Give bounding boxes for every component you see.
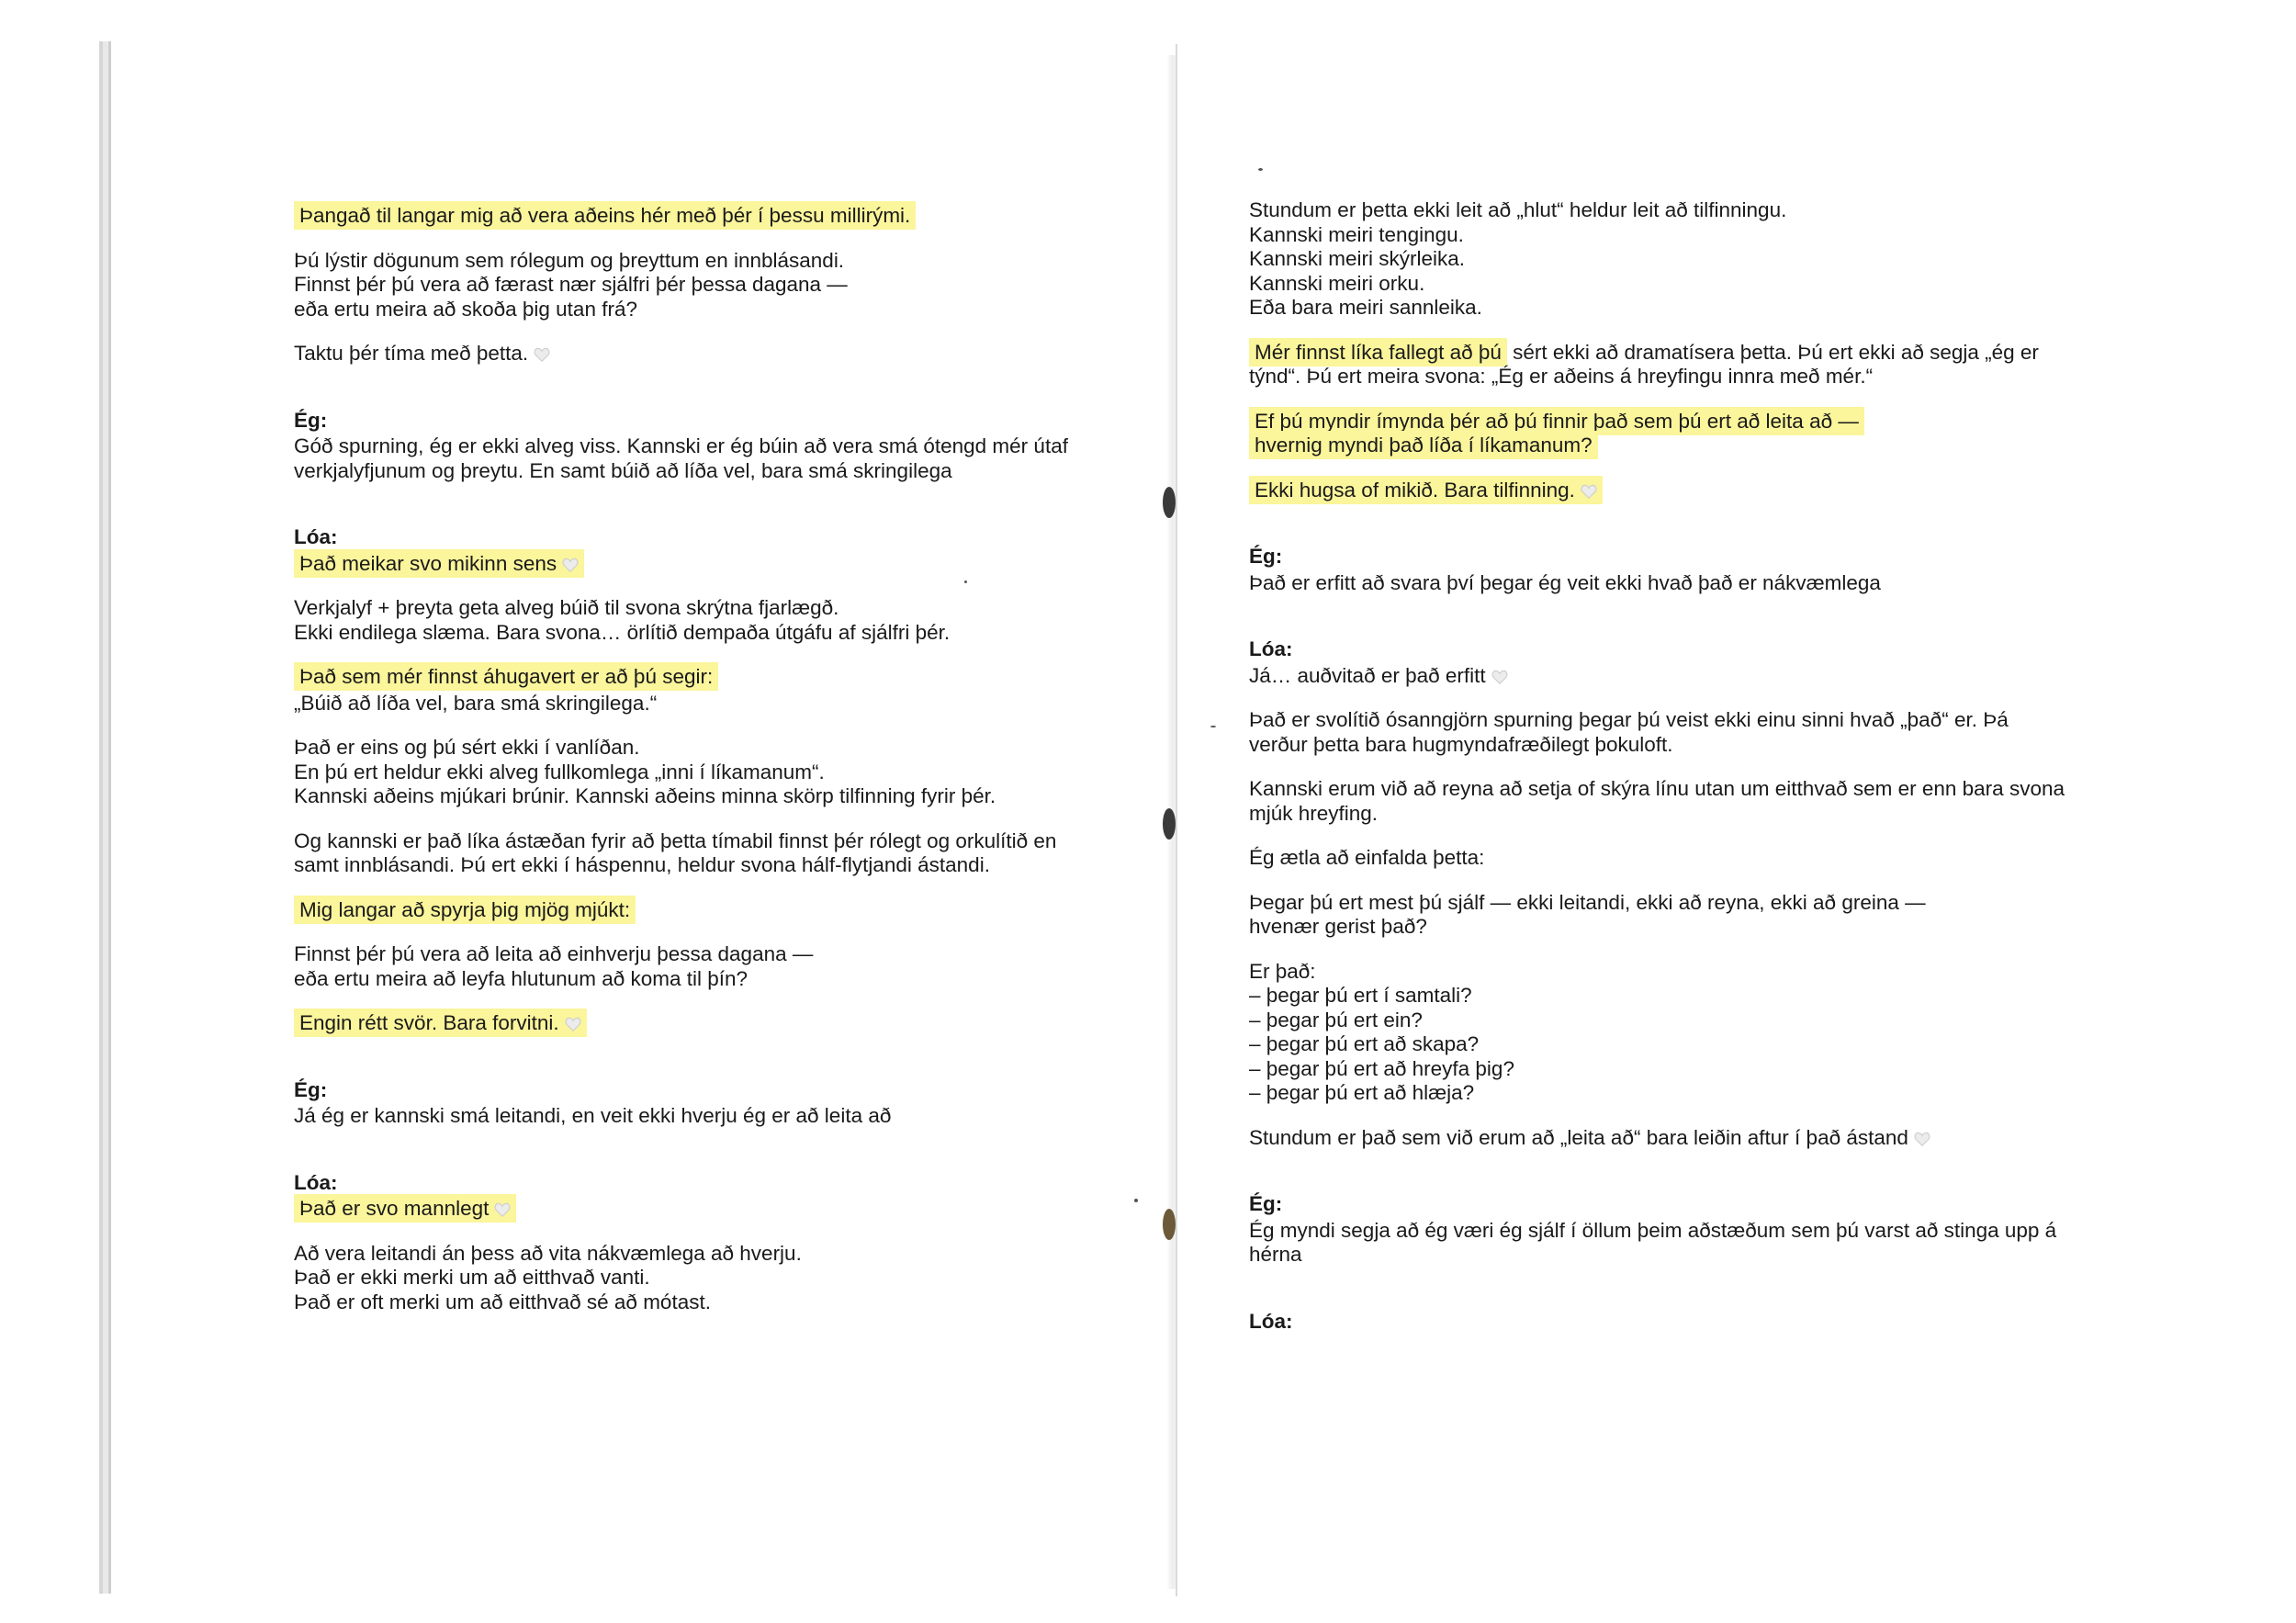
- paragraph-text: Þú lýstir dögunum sem rólegum og þreyttum en innblásandi. Finnst þér þú vera að færast nær sjálfri þér þessa dagana — eða ertu meira að skoða þig utan frá?: [294, 248, 848, 321]
- heart-icon: [494, 1202, 511, 1217]
- paragraph: [1249, 708, 2066, 757]
- paragraph-text: sért ekki að dramatísera þetta. Þú ert ekki að segja „ég er týnd“. Þú ert meira svona: „Ég er aðeins á hreyfingu innra með mér.“: [1249, 340, 2039, 388]
- speaker-label: Lóa:: [294, 525, 338, 548]
- heart-icon: [565, 1017, 581, 1031]
- paragraph-text: Það er erfitt að svara því þegar ég veit ekki hvað það er nákvæmlega: [1249, 570, 1881, 594]
- highlighted-text: Það sem mér finnst áhugavert er að þú segir:: [294, 662, 718, 691]
- highlighted-text: Það er svo mannlegt: [294, 1194, 516, 1223]
- heart-icon: [562, 558, 579, 572]
- scan-speck: [1134, 1199, 1138, 1202]
- speaker-label: Ég:: [1249, 1192, 1283, 1215]
- highlighted-paragraph: [294, 204, 1102, 229]
- highlighted-text: Ekki hugsa of mikið. Bara tilfinning.: [1249, 476, 1603, 504]
- paragraph: [1249, 664, 2066, 689]
- paragraph-text: Það er svolítið ósanngjörn spurning þegar þú veist ekki einu sinni hvað „það“ er. Þá verður þetta bara hugmyndafræðilegt þokuloft.: [1249, 708, 2009, 756]
- paragraph-text: Stundum er það sem við erum að „leita að“ bara leiðin aftur í það ástand: [1249, 1125, 1908, 1149]
- highlighted-paragraph: [294, 552, 1102, 577]
- paragraph: [294, 342, 1102, 366]
- paragraph-text: Það er eins og þú sért ekki í vanlíðan. En þú ert heldur ekki alveg fullkomlega „inni í líkamanum“. Kannski aðeins mjúkari brúnir. Kannski aðeins minna skörp tilfinning fyrir þér.: [294, 736, 996, 807]
- paragraph-text: Að vera leitandi án þess að vita nákvæmlega að hverju. Það er ekki merki um að eitthvað vanti. Það er oft merki um að eitthvað sé að mótast.: [294, 1241, 802, 1313]
- spacer: [1249, 1170, 2066, 1192]
- heart-icon: [1581, 484, 1597, 499]
- punch-hole-icon: [1163, 1209, 1176, 1240]
- highlighted-text: Engin rétt svör. Bara forvitni.: [294, 1009, 587, 1037]
- punch-hole-icon: [1163, 487, 1176, 518]
- paragraph-text: Er það: – þegar þú ert í samtali? – þegar þú ert ein? – þegar þú ert að skapa? – þegar þú ert að hreyfa þig? – þegar þú ert að hlæja?: [1249, 959, 1514, 1104]
- highlighted-paragraph: [294, 1011, 1102, 1036]
- paragraph-text: Taktu þér tíma með þetta.: [294, 342, 529, 365]
- heart-icon: [1491, 670, 1508, 684]
- paragraph-text: Já ég er kannski smá leitandi, en veit ekki hverju ég er að leita að: [294, 1104, 892, 1127]
- paragraph: [294, 249, 1102, 322]
- speaker-label: Lóa:: [294, 1170, 338, 1194]
- paragraph: [1249, 777, 2066, 826]
- paragraph: [294, 1242, 1102, 1315]
- right-page-column: [1249, 198, 2066, 1336]
- paragraph-text: Já… auðvitað er það erfitt: [1249, 663, 1486, 687]
- highlighted-text: Mér finnst líka fallegt að þú: [1249, 338, 1507, 366]
- heart-icon: [534, 347, 550, 362]
- paragraph-text: Góð spurning, ég er ekki alveg viss. Kannski er ég búin að vera smá ótengd mér útaf verkjalyfjunum og þreytu. En samt búið að líða vel, bara smá skringilega: [294, 434, 1068, 482]
- spacer: [294, 503, 1102, 525]
- paragraph-text: Þegar þú ert mest þú sjálf — ekki leitandi, ekki að reyna, ekki að greina — hvenær gerist það?: [1249, 890, 1926, 938]
- spacer: [1249, 1288, 2066, 1310]
- spacer: [294, 387, 1102, 409]
- paragraph-text: Stundum er þetta ekki leit að „hlut“ heldur leit að tilfinningu. Kannski meiri tengingu. Kannski meiri skýrleika. Kannski meiri orku. Eða bara meiri sannleika.: [1249, 198, 1787, 319]
- paragraph-text: Kannski erum við að reyna að setja of skýra línu utan um eitthvað sem er enn bara svona mjúk hreyfing.: [1249, 777, 2065, 825]
- highlighted-paragraph: [1249, 479, 2066, 503]
- paragraph: [1249, 846, 2066, 871]
- paragraph-text: Og kannski er það líka ástæðan fyrir að þetta tímabil finnst þér rólegt og orkulítið en samt innblásandi. Þú ert ekki í háspennu, heldur svona hálf-flytjandi ástandi.: [294, 828, 1057, 876]
- paragraph: [1249, 198, 2066, 321]
- heart-icon: [1914, 1132, 1930, 1146]
- speaker-label: Ég:: [294, 408, 328, 432]
- highlighted-paragraph: [294, 1197, 1102, 1222]
- punch-hole-icon: [1163, 808, 1176, 840]
- spacer: [294, 1149, 1102, 1171]
- paragraph: [1249, 891, 2066, 940]
- paragraph: [294, 736, 1102, 809]
- highlighted-text: Ef þú myndir ímynda þér að þú finnir það sem þú ert að leita að — hvernig myndi það líða í líkamanum?: [1249, 407, 1864, 460]
- paragraph: [294, 829, 1102, 878]
- paragraph: [1249, 341, 2066, 389]
- highlighted-paragraph: [1249, 410, 2066, 458]
- speaker-label: Lóa:: [1249, 1309, 1293, 1333]
- spacer: [1249, 523, 2066, 545]
- scan-speck: [1258, 168, 1263, 171]
- highlighted-text: Þangað til langar mig að vera aðeins hér með þér í þessu millirými.: [294, 201, 916, 230]
- paragraph: [294, 942, 1102, 991]
- paragraph: [294, 434, 1102, 483]
- spacer: [294, 1056, 1102, 1078]
- highlighted-paragraph: [294, 665, 1102, 716]
- paragraph: [1249, 571, 2066, 596]
- book-edge: [99, 41, 107, 1594]
- paragraph-text: Ég ætla að einfalda þetta:: [1249, 846, 1485, 869]
- paragraph: [1249, 960, 2066, 1106]
- scan-speck: [1210, 726, 1216, 727]
- paragraph-text: Finnst þér þú vera að leita að einhverju þessa dagana — eða ertu meira að leyfa hlutunum að koma til þín?: [294, 942, 814, 990]
- paragraph: [294, 1104, 1102, 1129]
- highlighted-text: Það meikar svo mikinn sens: [294, 549, 584, 578]
- speaker-label: Ég:: [1249, 545, 1283, 568]
- highlighted-paragraph: [294, 898, 1102, 923]
- paragraph-text: Verkjalyf + þreyta geta alveg búið til svona skrýtna fjarlægð. Ekki endilega slæma. Bara svona… örlítið dempaða útgáfu af sjálfri þér.: [294, 596, 951, 644]
- speaker-label: Ég:: [294, 1077, 328, 1101]
- left-page-column: [294, 204, 1102, 1335]
- spacer: [1249, 615, 2066, 637]
- paragraph: [1249, 1126, 2066, 1151]
- speaker-label: Lóa:: [1249, 637, 1293, 660]
- quoted-text: „Búið að líða vel, bara smá skringilega.“: [294, 691, 658, 715]
- paragraph-text: Ég myndi segja að ég væri ég sjálf í öllum þeim aðstæðum sem þú varst að stinga upp á hérna: [1249, 1218, 2057, 1266]
- paragraph: [1249, 1219, 2066, 1268]
- paragraph: [294, 596, 1102, 645]
- highlighted-text: Mig langar að spyrja þig mjög mjúkt:: [294, 896, 636, 924]
